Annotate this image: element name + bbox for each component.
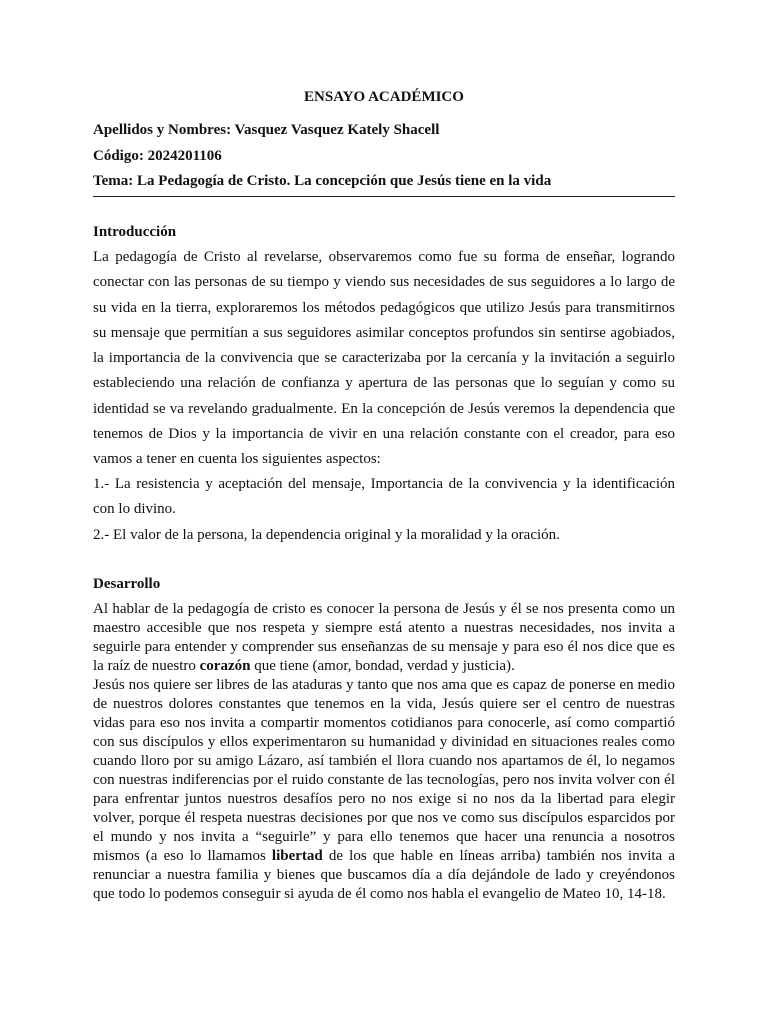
development-body: [93, 600, 675, 904]
development-paragraph-1: [93, 600, 675, 676]
student-name-line: Apellidos y Nombres: Vasquez Vasquez Kately Shacell: [93, 122, 440, 138]
development-p2-text-start: Jesús nos quiere ser libres de las ataduras y tanto que nos ama que es capaz de ponerse en medio de nuestros dolores constantes que tenemos en la vida, Jesús quiere ser el centro de nuestras vidas para eso nos invita a compartir momentos cotidianos para conocerle, así como compartió con sus discípulos y ellos experimentaron su humanidad y divinidad en situaciones reales como cuando lloro por su amigo Lázaro, así también el llora cuando nos apartamos de él, lo negamos con nuestras indiferencias por el ruido constante de las tecnologías, pero nos invita volver con él para enfrentar juntos nuestros desafíos pero no nos exige si no nos da la libertad para elegir volver, porque él respeta nuestras decisiones por que nos ve como sus discípulos esparcidos por el mundo y nos invita a “seguirle” y para ello tenemos que hacer una renuncia a nosotros mismos (a eso lo llamamos: [93, 677, 675, 864]
keyword-libertad: libertad: [271, 848, 323, 864]
development-paragraph-2: [93, 676, 675, 904]
development-p1-text-start: Al hablar de la pedagogía de cristo es conocer la persona de Jesús y él se nos presenta como un maestro accesible que nos respeta y siempre está atento a nuestras necesidades, nos invita a seguirle para entender y comprender sus enseñanzas de su mensaje y para eso él nos dice que es la raíz de nuestro: [93, 601, 675, 674]
keyword-corazon: corazón: [199, 658, 251, 674]
document-title: ENSAYO ACADÉMICO: [304, 89, 464, 105]
development-p2-text-end: de los que hable en líneas arriba) también nos invita a renunciar a nuestra familia y bienes que buscamos día a día dejándole de lado y creyéndonos que todo lo podemos conseguir si ayuda de él como nos habla el evangelio de Mateo 10, 14-18.: [93, 848, 675, 902]
essay-topic-line: Tema: La Pedagogía de Cristo. La concepción que Jesús tiene en la vida: [93, 173, 552, 189]
introduction-heading: Introducción: [93, 224, 177, 240]
introduction-body: [93, 245, 675, 473]
aspect-item-1-text: 1.- La resistencia y aceptación del mensaje, Importancia de la convivencia y la identificación con lo divino.: [93, 476, 675, 518]
aspect-item-1: [93, 472, 675, 523]
header-divider: [93, 196, 675, 197]
development-heading: Desarrollo: [93, 576, 161, 592]
development-p1-text-end: que tiene (amor, bondad, verdad y justicia).: [250, 658, 515, 674]
aspect-item-2: [93, 523, 675, 548]
aspect-item-2-text: 2.- El valor de la persona, la dependencia original y la moralidad y la oración.: [93, 527, 560, 543]
introduction-paragraph: La pedagogía de Cristo al revelarse, observaremos como fue su forma de enseñar, logrando conectar con las personas de su tiempo y viendo sus necesidades de sus seguidores a lo largo de su vida en la tierra, exploraremos los métodos pedagógicos que utilizo Jesús para transmitirnos su mensaje que permitían a sus seguidores asimilar conceptos profundos sin sentirse agobiados, la importancia de la convivencia que se caracterizaba por la cercanía y la invitación a seguirlo estableciendo una relación de confianza y apertura de las personas que lo seguían y como su identidad se va revelando gradualmente. En la concepción de Jesús veremos la dependencia que tenemos de Dios y la importancia de vivir en una relación constante con el creador, para eso vamos a tener en cuenta los siguientes aspectos:: [93, 249, 675, 468]
student-code-line: Código: 2024201106: [93, 148, 222, 164]
